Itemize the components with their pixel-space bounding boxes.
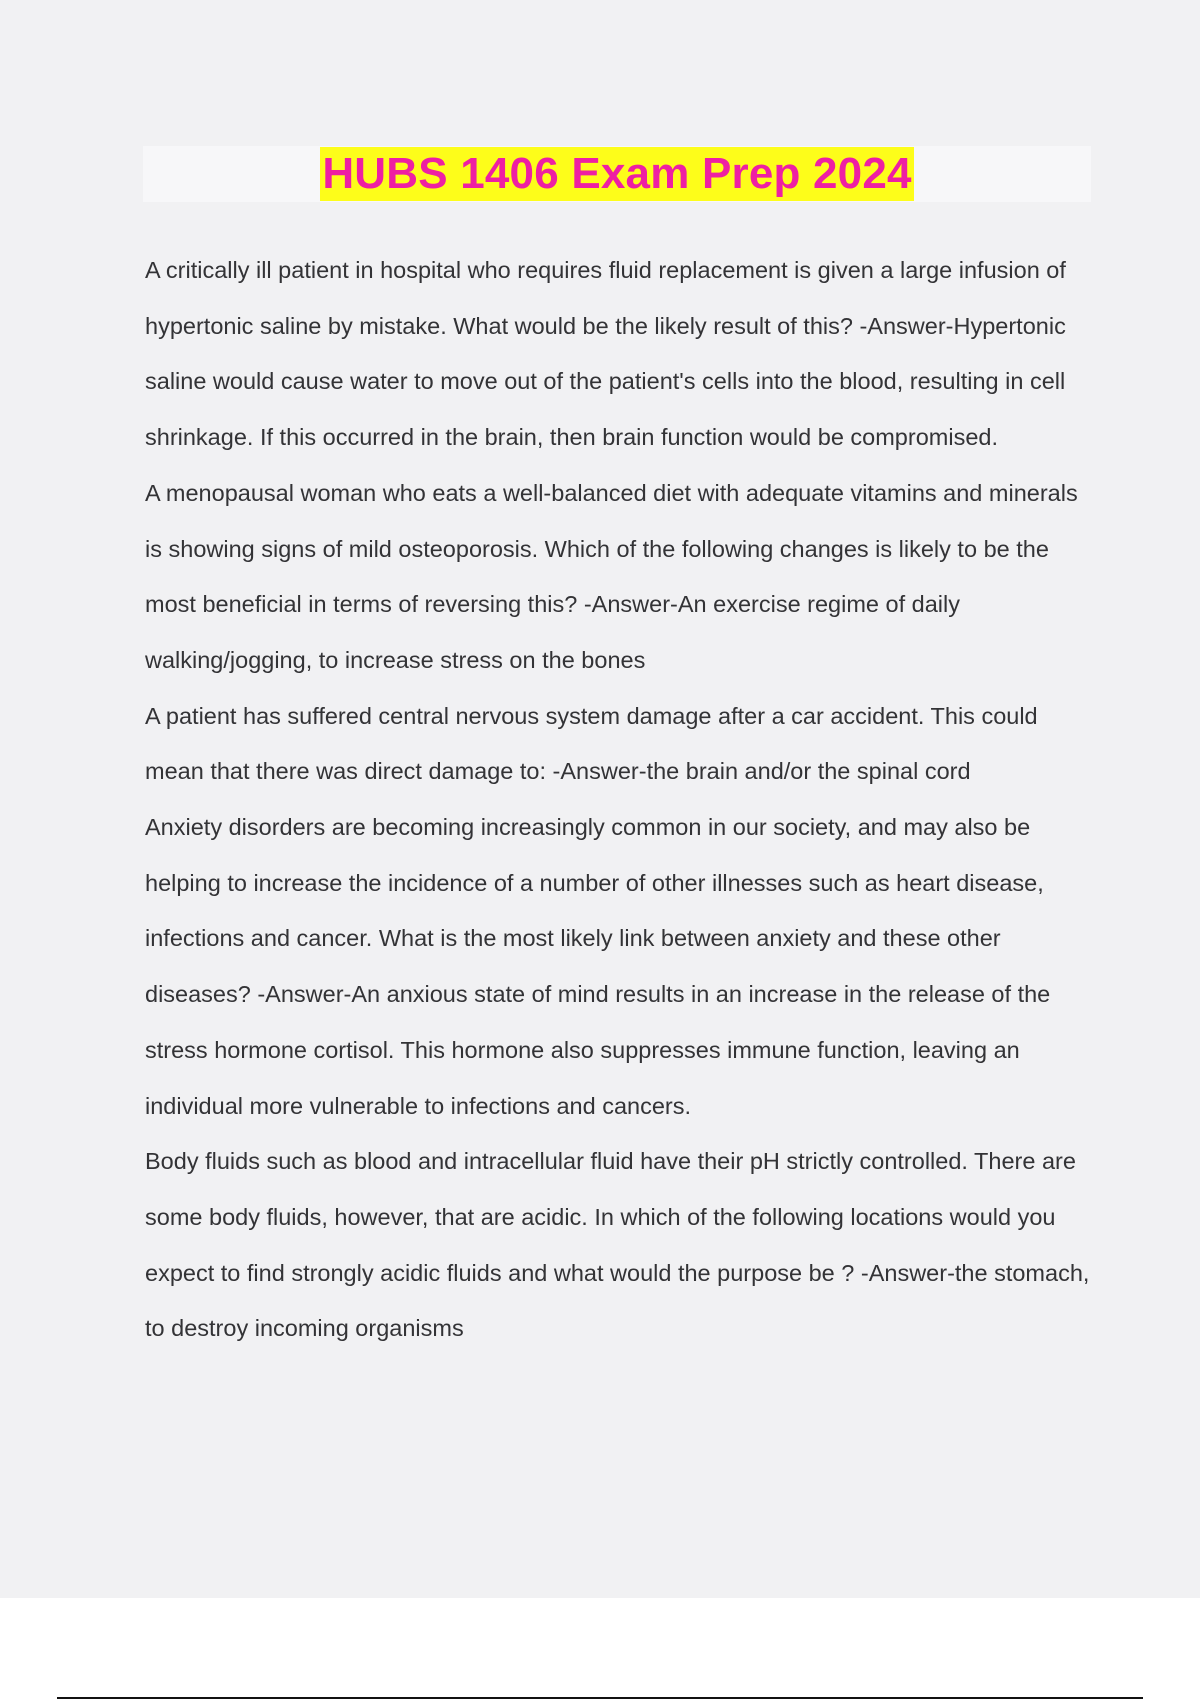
title-band [143, 146, 1091, 202]
qa-entry: A patient has suffered central nervous system damage after a car accident. This could mean that there was direct damage to: -Answer-the brain and/or the spinal cord [145, 702, 1038, 785]
qa-entry: A menopausal woman who eats a well-balanced diet with adequate vitamins and minerals is showing signs of mild osteoporosis. Which of the following changes is likely to be the most beneficial in terms of reversing this? -Answer-An exercise regime of daily walking/jogging, to increase stress on the bones [145, 479, 1078, 673]
qa-entry: A critically ill patient in hospital who requires fluid replacement is given a large infusion of hypertonic saline by mistake. What would be the likely result of this? -Answer-Hypertonic saline would cause water to move out of the patient's cells into the blood, resulting in cell shrinkage. If this occurred in the brain, then brain function would be compromised. [145, 257, 1066, 451]
page-bottom-rule [57, 1697, 1143, 1699]
document-title: HUBS 1406 Exam Prep 2024 [320, 147, 913, 201]
qa-entry: Anxiety disorders are becoming increasingly common in our society, and may also be helping to increase the incidence of a number of other illnesses such as heart disease, infections and cancer. What is the most likely link between anxiety and these other diseases? -Answer-An anxious state of mind results in an increase in the release of the stress hormone cortisol. This hormone also suppresses immune function, leaving an individual more vulnerable to infections and cancers. [145, 814, 1051, 1119]
qa-entry: Body fluids such as blood and intracellular fluid have their pH strictly controlled. There are some body fluids, however, that are acidic. In which of the following locations would you expect to find strongly acidic fluids and what would the purpose be ? -Answer-the stomach, to destroy incoming organisms [145, 1148, 1090, 1342]
document-body [145, 243, 1095, 1357]
